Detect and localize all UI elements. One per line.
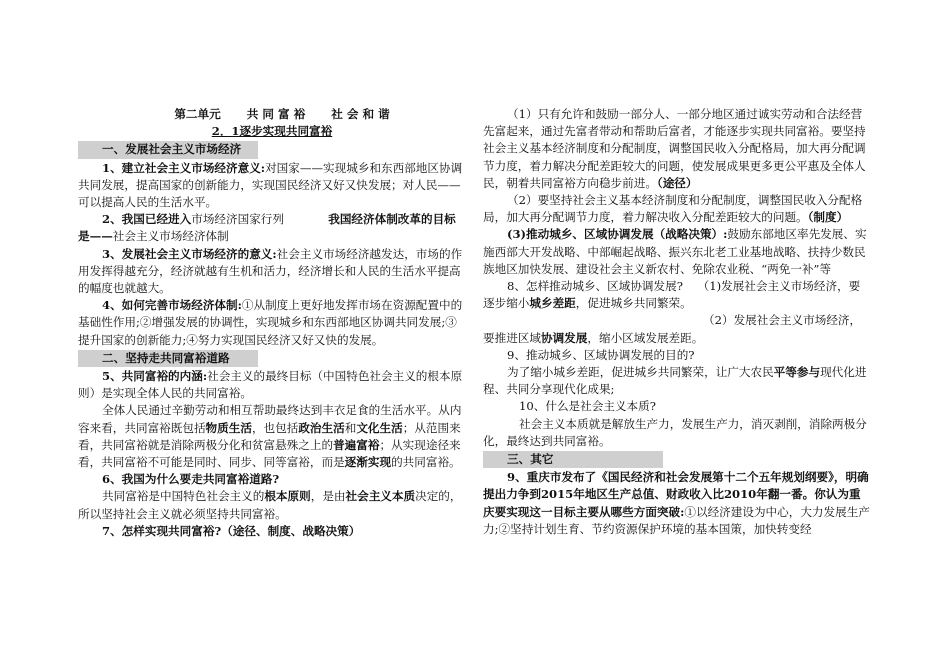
question-q10: 10、什么是社会主义本质? (519, 399, 656, 414)
section-heading-3: 三、其它 (483, 451, 871, 468)
question-q9: 9、推动城乡、区域协调发展的目的? (507, 347, 695, 362)
paragraph-q8-b: （2）发展社会主义市场经济，要推进区域协调发展，缩小区域发展差距。 (483, 313, 862, 345)
paragraph-q5-detail: 全体人民通过辛勤劳动和相互帮助最终达到丰衣足食的生活水平。从内容来看，共同富裕既包括物质生活，也包括政治生活和文化生活；从范围来看，共同富裕就是消除两极分化和贫富悬殊之上的普遍富裕；从实现途径来看，共同富裕不可能是同时、同步、同等富裕，而是逐渐实现的共同富裕。 (78, 403, 462, 470)
right-column (483, 106, 871, 538)
theme-social-harmony: 社 会 和 谐 (331, 107, 390, 121)
question-q7: 7、怎样实现共同富裕?（途径、制度、战略决策） (102, 523, 361, 538)
paragraph-q1: 1、建立社会主义市场经济意义:对国家——实现城乡和东西部地区协调共同发展，提高国家的创新能力，实现国民经济又好又快发展；对人民——可以提高人民的生活水平。 (78, 160, 463, 210)
paragraph-r2: （2）要坚持社会主义基本经济制度和分配制度，调整国民收入分配格局，加大再分配调节力度，着力解决收入分配差距较大的问题。（制度） (483, 193, 863, 225)
question-q6: 6、我国为什么要走共同富裕道路? (102, 472, 280, 487)
paragraph-q3: 3、发展社会主义市场经济的意义:社会主义市场经济越发达，市场的作用发挥得越充分，经济就越有生机和活力，经济增长和人民的生活水平提高的幅度也就越大。 (78, 246, 463, 296)
paragraph-q2: 2、我国已经进入市场经济国家行列 我国经济体制改革的目标是——社会主义市场经济体制 (78, 212, 456, 244)
paragraph-q5: 5、共同富裕的内涵:社会主义的最终目标（中国特色社会主义的根本原则）是实现全体人民的共同富裕。 (78, 369, 463, 401)
section-heading-1: 一、发展社会主义市场经济 (78, 141, 466, 158)
paragraph-q10: 社会主义本质就是解放生产力，发展生产力，消灭剥削，消除两极分化，最终达到共同富裕。 (483, 416, 867, 448)
theme-common-prosperity: 共 同 富 裕 (246, 107, 306, 121)
paragraph-r1: （1）只有允许和鼓励一部分人、一部分地区通过诚实劳动和合法经营先富起来，通过先富者带动和帮助后富者，才能逐步实现共同富裕。要坚持社会主义基本经济制度和分配制度，调整国民收入分配格局，加大再分配调节力度，着力解决分配差距较大的问题，使发展成果更多更公平惠及全体人民，朝着共同富裕方向稳步前进。（途径） (483, 107, 866, 190)
unit-title (98, 106, 466, 123)
left-column (78, 106, 466, 540)
paragraph-r3: (3)推动城乡、区域协调发展（战略决策）:鼓励东部地区率先发展、实施西部大开发战略、中部崛起战略、振兴东北老工业基地战略、扶持少数民族地区加快发展、建设社会主义新农村、免除农业税、“两免一补”等 (483, 227, 867, 276)
paragraph-q9: 为了缩小城乡差距，促进城乡共同繁荣，让广大农民平等参与现代化进程、共同分享现代化成果; (483, 365, 867, 397)
lesson-subtitle: 2．1逐步实现共同富裕 (211, 124, 333, 139)
paragraph-q8: 8、怎样推动城乡、区域协调发展? （1)发展社会主义市场经济，要逐步缩小城乡差距，促进城乡共同繁荣。 (483, 279, 861, 311)
paragraph-q4: 4、如何完善市场经济体制:①从制度上更好地发挥市场在资源配置中的基础性作用;②增强发展的协调性，实现城乡和东西部地区协调共同发展;③提升国家的创新能力;④努力实现国民经济又好又快的发展。 (78, 298, 463, 347)
paragraph-q6: 共同富裕是中国特色社会主义的根本原则，是由社会主义本质决定的，所以坚持社会主义就必须坚持共同富裕。 (78, 489, 462, 521)
unit-label: 第二单元 (174, 107, 221, 121)
section-heading-2: 二、坚持走共同富裕道路 (78, 350, 466, 367)
paragraph-q11: 9、重庆市发布了《国民经济和社会发展第十二个五年规划纲要》，明确提出力争到2015年地区生产总值、财政收入比2010年翻一番。你认为重庆要实现这一目标主要从哪些方面突破:①以经济建设为中心，大力发展生产力;②坚持计划生育、节约资源保护环境的基本国策，加快转变经 (483, 470, 870, 536)
